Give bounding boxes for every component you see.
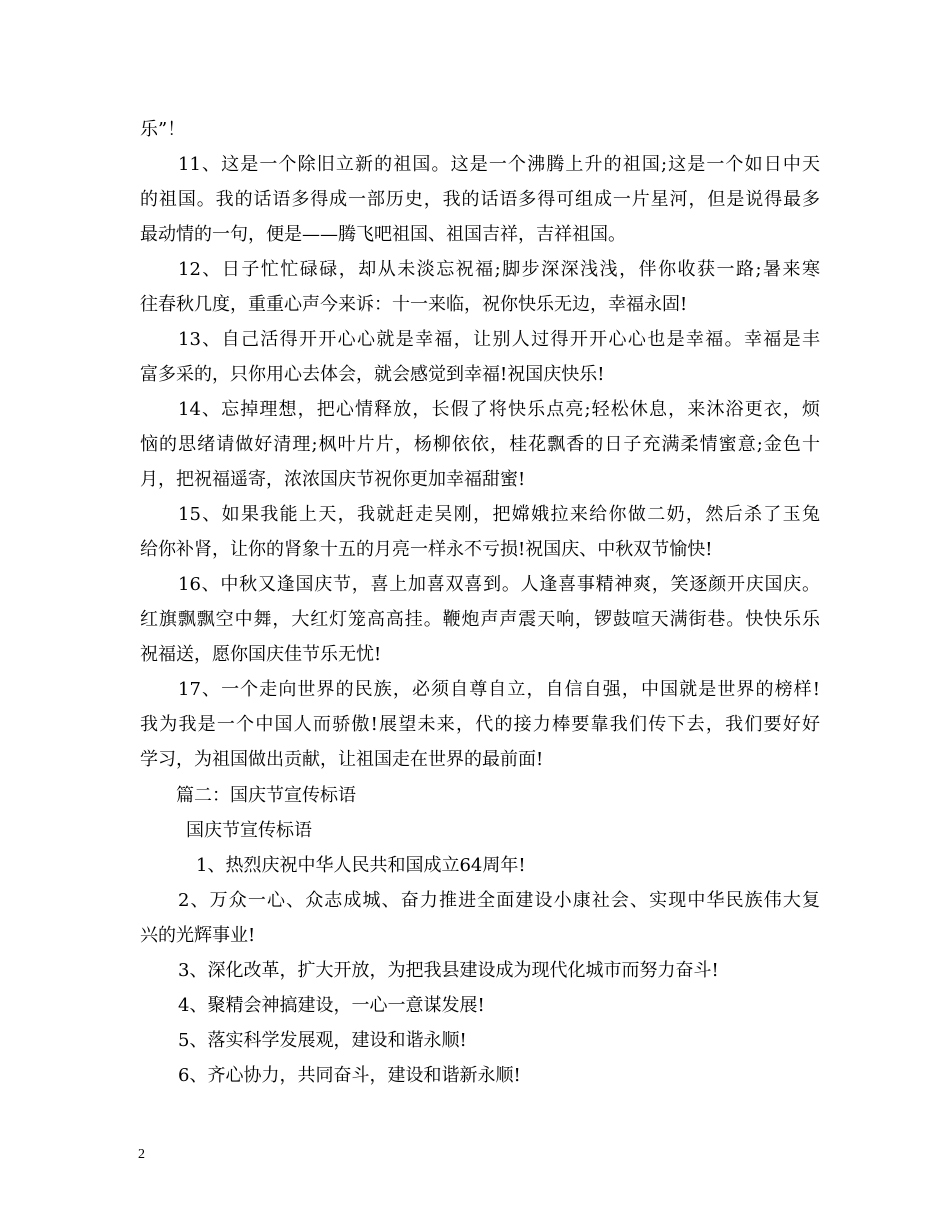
- text-line: 16、中秋又逢国庆节，喜上加喜双喜到。人逢喜事精神爽，笑逐颜开庆国庆。: [178, 574, 820, 595]
- text-line: 14、忘掉理想，把心情释放，长假了将快乐点亮;轻松休息，来沐浴更衣，烦: [178, 399, 820, 420]
- text-line: 红旗飘飘空中舞，大红灯笼高高挂。鞭炮声声震天响，锣鼓喧天满街巷。快快乐乐: [140, 609, 820, 630]
- text-line: 的祖国。我的话语多得成一部历史，我的话语多得可组成一片星河，但是说得最多: [140, 189, 820, 210]
- list-item: 2、万众一心、众志成城、奋力推进全面建设小康社会、实现中华民族伟大复: [178, 890, 820, 911]
- text-line: 月，把祝福遥寄，浓浓国庆节祝你更加幸福甜蜜!: [140, 469, 526, 490]
- text-line: 12、日子忙忙碌碌，却从未淡忘祝福;脚步深深浅浅，伴你收获一路;暑来寒: [178, 259, 820, 280]
- text-line: 13、自己活得开开心心就是幸福，让别人过得开开心心也是幸福。幸福是丰: [178, 329, 820, 350]
- text-line: 11、这是一个除旧立新的祖国。这是一个沸腾上升的祖国;这是一个如日中天: [178, 154, 820, 175]
- page-number: 2: [138, 1147, 145, 1162]
- list-item: 4、聚精会神搞建设，一心一意谋发展!: [178, 995, 485, 1016]
- text-line: 学习，为祖国做出贡献，让祖国走在世界的最前面!: [140, 749, 544, 770]
- text-line: 最动情的一句，便是——腾飞吧祖国、祖国吉祥，吉祥祖国。: [140, 224, 626, 245]
- text-line: 给你补肾，让你的肾象十五的月亮一样永不亏损!祝国庆、中秋双节愉快!: [140, 539, 713, 560]
- section-heading: 篇二：国庆节宣传标语: [176, 785, 356, 806]
- text-line: 乐”！: [140, 119, 186, 140]
- text-line: 富多采的，只你用心去体会，就会感觉到幸福!祝国庆快乐!: [140, 364, 605, 385]
- text-line: 恼的思绪请做好清理;枫叶片片，杨柳依依，桂花飘香的日子充满柔情蜜意;金色十: [140, 434, 820, 455]
- section-subheading: 国庆节宣传标语: [186, 820, 312, 841]
- text-line: 15、如果我能上天，我就赶走吴刚，把嫦娥拉来给你做二奶，然后杀了玉兔: [178, 504, 820, 525]
- list-item-continuation: 兴的光辉事业!: [140, 925, 256, 946]
- text-line: 祝福送，愿你国庆佳节乐无忧!: [140, 644, 382, 665]
- text-line: 17、一个走向世界的民族，必须自尊自立，自信自强，中国就是世界的榜样!: [178, 679, 820, 700]
- list-item: 5、落实科学发展观，建设和谐永顺!: [178, 1030, 467, 1051]
- text-line: 往春秋几度，重重心声今来诉：十一来临，祝你快乐无边，幸福永固!: [140, 294, 688, 315]
- list-item: 1、热烈庆祝中华人民共和国成立64周年!: [196, 855, 526, 876]
- list-item: 3、深化改革，扩大开放，为把我县建设成为现代化城市而努力奋斗!: [178, 960, 719, 981]
- text-line: 我为我是一个中国人而骄傲!展望未来，代的接力棒要靠我们传下去，我们要好好: [140, 714, 820, 735]
- list-item: 6、齐心协力，共同奋斗，建设和谐新永顺!: [178, 1065, 521, 1086]
